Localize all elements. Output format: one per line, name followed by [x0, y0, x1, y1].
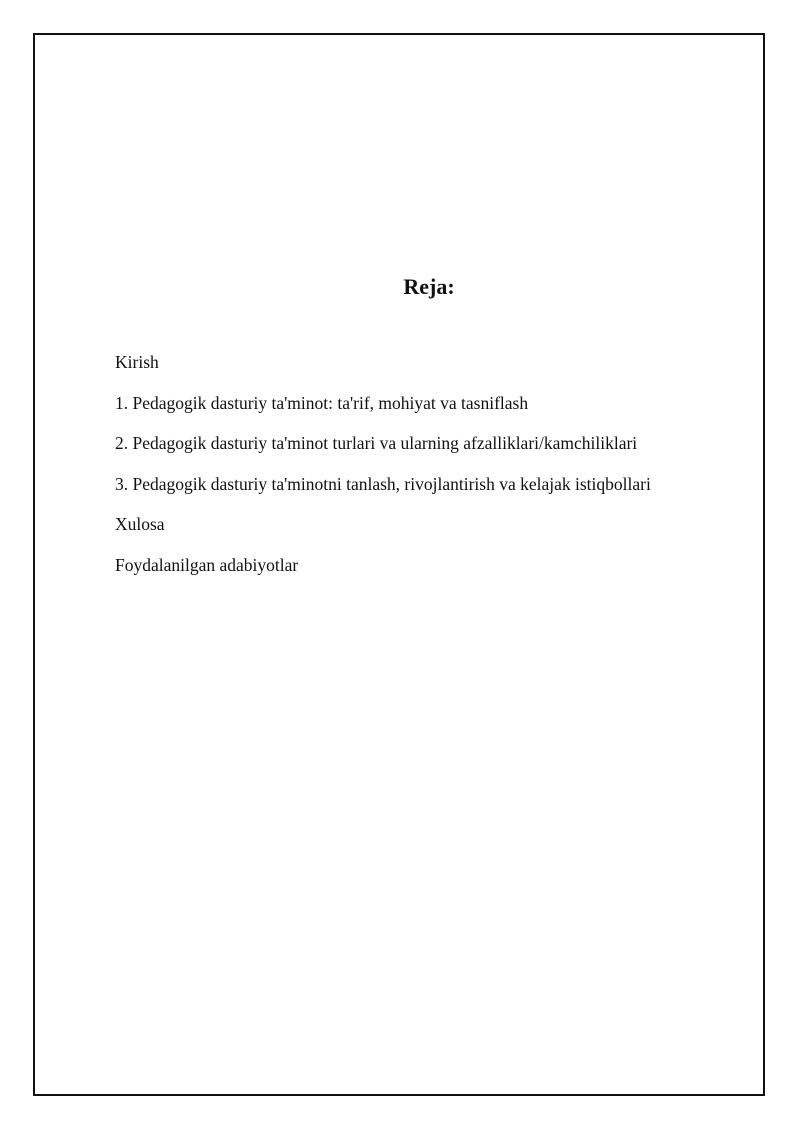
plan-list — [115, 352, 651, 595]
plan-item-introduction: Kirish — [115, 352, 159, 372]
plan-item-section-3: 3. Pedagogik dasturiy ta'minotni tanlash, rivojlantirish va kelajak istiqbollari — [115, 473, 651, 494]
page-title: Reja: — [403, 274, 455, 299]
plan-item-section-1: 1. Pedagogik dasturiy ta'minot: ta'rif, mohiyat va tasniflash — [115, 392, 529, 413]
plan-item-section-2: 2. Pedagogik dasturiy ta'minot turlari va ularning afzalliklari/kamchiliklari — [115, 433, 638, 453]
plan-item-conclusion: Xulosa — [115, 514, 165, 534]
plan-item-references: Foydalanilgan adabiyotlar — [115, 554, 299, 575]
